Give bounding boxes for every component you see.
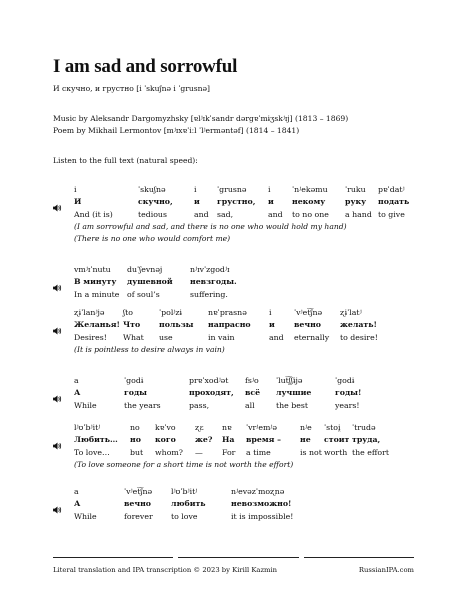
ipa-word: ˈnʲekəmu: [292, 185, 328, 194]
en-word: the effort: [352, 448, 389, 457]
ipa-word: vmʲɪˈnutu: [74, 265, 111, 274]
ru-word: грустно,: [217, 197, 256, 206]
speaker-icon[interactable]: [53, 320, 62, 328]
ipa-word: i: [74, 185, 77, 194]
page-title: I am sad and sorrowful: [53, 56, 238, 77]
ipa-word: nɐˈprasnə: [208, 308, 247, 317]
ru-word: труда,: [352, 435, 381, 444]
en-word: And (it is): [74, 210, 113, 219]
ipa-word: lʲʊˈbʲitʲ: [171, 487, 198, 496]
en-word: the best: [276, 401, 308, 410]
footer-site-link[interactable]: RussianIPA.com: [358, 566, 414, 574]
ru-word: годы!: [335, 388, 362, 397]
en-word: is not: [300, 448, 322, 457]
en-word: suffering.: [190, 290, 228, 299]
ipa-word: i: [194, 185, 197, 194]
ru-word: Желанья!: [74, 320, 120, 329]
ru-word: напрасно: [208, 320, 251, 329]
en-word: a time: [246, 448, 271, 457]
ipa-word: no: [130, 423, 140, 432]
en-word: sad,: [217, 210, 234, 219]
ipa-word: ˈgodɨ: [335, 376, 355, 385]
en-word: to no one: [292, 210, 329, 219]
ipa-word: a: [74, 376, 79, 385]
en-word: For: [222, 448, 236, 457]
footer-divider-left: [53, 557, 173, 558]
ipa-word: ˈvʲet͡ʃnə: [124, 487, 153, 496]
ru-word: руку: [345, 197, 367, 206]
speaker-icon[interactable]: [53, 197, 62, 205]
speaker-icon[interactable]: [53, 277, 62, 285]
ru-word: любить: [171, 499, 206, 508]
free-translation: (There is no one who would comfort me): [74, 234, 231, 243]
ipa-word: ʐɨˈlatʲ: [340, 308, 362, 317]
music-credit: Music by Aleksandr Dargomyzhsky [ɐlʲɪkˈsandr dərgɐˈmɨʒskʲɪj] (1813 – 1869): [53, 114, 349, 123]
ipa-word: ˈgodɨ: [124, 376, 144, 385]
ipa-word: ˈruku: [345, 185, 366, 194]
ru-word: пользы: [159, 320, 194, 329]
ipa-word: a: [74, 487, 79, 496]
free-translation: (To love someone for a short time is not worth the effort): [74, 460, 294, 469]
speaker-icon[interactable]: [53, 388, 62, 396]
ipa-word: fsʲo: [245, 376, 259, 385]
ipa-word: i: [269, 308, 272, 317]
en-word: eternally: [294, 333, 330, 342]
ipa-word: ʐɛ: [195, 423, 204, 432]
en-word: tedious: [138, 210, 167, 219]
en-word: all: [245, 401, 255, 410]
ru-word: всё: [245, 388, 261, 397]
en-word: but: [130, 448, 144, 457]
en-word: use: [159, 333, 173, 342]
ipa-word: nʲe: [300, 423, 312, 432]
en-word: —: [195, 448, 203, 457]
ipa-word: ˈvʲet͡ʃnə: [294, 308, 323, 317]
ru-word: желать!: [340, 320, 377, 329]
ipa-word: i: [268, 185, 271, 194]
ipa-word: duˈʃevnəj: [127, 265, 163, 274]
footer-divider-middle: [178, 557, 299, 558]
ru-word: А: [74, 388, 81, 397]
en-word: to desire!: [340, 333, 378, 342]
ipa-word: prɐˈxodʲət: [189, 376, 229, 385]
listen-label: Listen to the full text (natural speed):: [53, 156, 198, 165]
free-translation: (I am sorrowful and sad, and there is no one who would hold my hand): [74, 222, 347, 231]
ru-word: и: [194, 197, 200, 206]
en-word: In a minute: [74, 290, 120, 299]
ru-word: некому: [292, 197, 326, 206]
en-word: and: [269, 333, 284, 342]
ru-word: вечно: [294, 320, 321, 329]
ru-word: не: [300, 435, 311, 444]
en-word: What: [123, 333, 144, 342]
speaker-icon[interactable]: [53, 435, 62, 443]
ru-word: Что: [123, 320, 141, 329]
page-subtitle: И скучно, и грустно [i ˈskuʃnə i ˈgrusnə]: [53, 84, 210, 93]
ru-word: и: [268, 197, 274, 206]
ru-word: но: [130, 435, 141, 444]
en-word: While: [74, 512, 97, 521]
en-word: worth: [324, 448, 348, 457]
ipa-word: nɐ: [222, 423, 232, 432]
ipa-word: ˈvrʲemʲə: [246, 423, 278, 432]
ru-word: невозможно!: [231, 499, 292, 508]
ru-word: Любить…: [74, 435, 118, 444]
ru-word: А: [74, 499, 81, 508]
en-word: whom?: [155, 448, 183, 457]
ru-word: душевной: [127, 277, 173, 286]
ru-word: В минуту: [74, 277, 117, 286]
ru-word: подать: [378, 197, 410, 206]
ru-word: И: [74, 197, 82, 206]
ipa-word: ˈpolʲzɨ: [159, 308, 182, 317]
en-word: To love…: [74, 448, 110, 457]
footer-copyright: Literal translation and IPA transcription © 2023 by Kirill Kazmin: [53, 566, 278, 574]
speaker-icon[interactable]: [53, 499, 62, 507]
ru-word: На: [222, 435, 235, 444]
en-word: and: [194, 210, 209, 219]
ipa-word: ˈlut͡ʃʃɨjə: [276, 376, 303, 385]
ipa-word: ʃto: [123, 308, 133, 317]
ru-word: вечно: [124, 499, 151, 508]
footer-divider-right: [304, 557, 414, 558]
en-word: and: [268, 210, 283, 219]
en-word: the years: [124, 401, 161, 410]
ru-word: проходят,: [189, 388, 234, 397]
ipa-word: nʲɪvˈzgodʲɪ: [190, 265, 230, 274]
en-word: it is impossible!: [231, 512, 294, 521]
poem-credit: Poem by Mikhail Lermontov [mʲɪxɐˈiːl ˈlʲerməntəf] (1814 – 1841): [53, 126, 300, 135]
en-word: forever: [124, 512, 153, 521]
en-word: in vain: [208, 333, 235, 342]
ipa-word: ˈgrusnə: [217, 185, 247, 194]
ipa-word: ˈstoi̯: [324, 423, 341, 432]
en-word: pass,: [189, 401, 210, 410]
ru-word: и: [269, 320, 275, 329]
ipa-word: pɐˈdatʲ: [378, 185, 405, 194]
free-translation: (It is pointless to desire always in vain): [74, 345, 225, 354]
ipa-word: lʲʊˈbʲitʲ: [74, 423, 101, 432]
ipa-word: kɐˈvo: [155, 423, 176, 432]
ipa-word: ˈtrudə: [352, 423, 376, 432]
en-word: While: [74, 401, 97, 410]
ru-word: годы: [124, 388, 147, 397]
ru-word: же?: [195, 435, 213, 444]
en-word: Desires!: [74, 333, 107, 342]
ru-word: невзгоды.: [190, 277, 237, 286]
ipa-word: nʲevəzˈmoʐnə: [231, 487, 285, 496]
ru-word: стоит: [324, 435, 350, 444]
en-word: to give: [378, 210, 405, 219]
ipa-word: ˈskuʃnə: [138, 185, 166, 194]
en-word: to love: [171, 512, 198, 521]
en-word: a hand: [345, 210, 372, 219]
en-word: of soul’s: [127, 290, 160, 299]
ru-word: скучно,: [138, 197, 173, 206]
ru-word: время –: [246, 435, 281, 444]
en-word: years!: [335, 401, 360, 410]
ru-word: кого: [155, 435, 176, 444]
ipa-word: ʐɨˈlanʲjə: [74, 308, 105, 317]
ru-word: лучшие: [276, 388, 312, 397]
